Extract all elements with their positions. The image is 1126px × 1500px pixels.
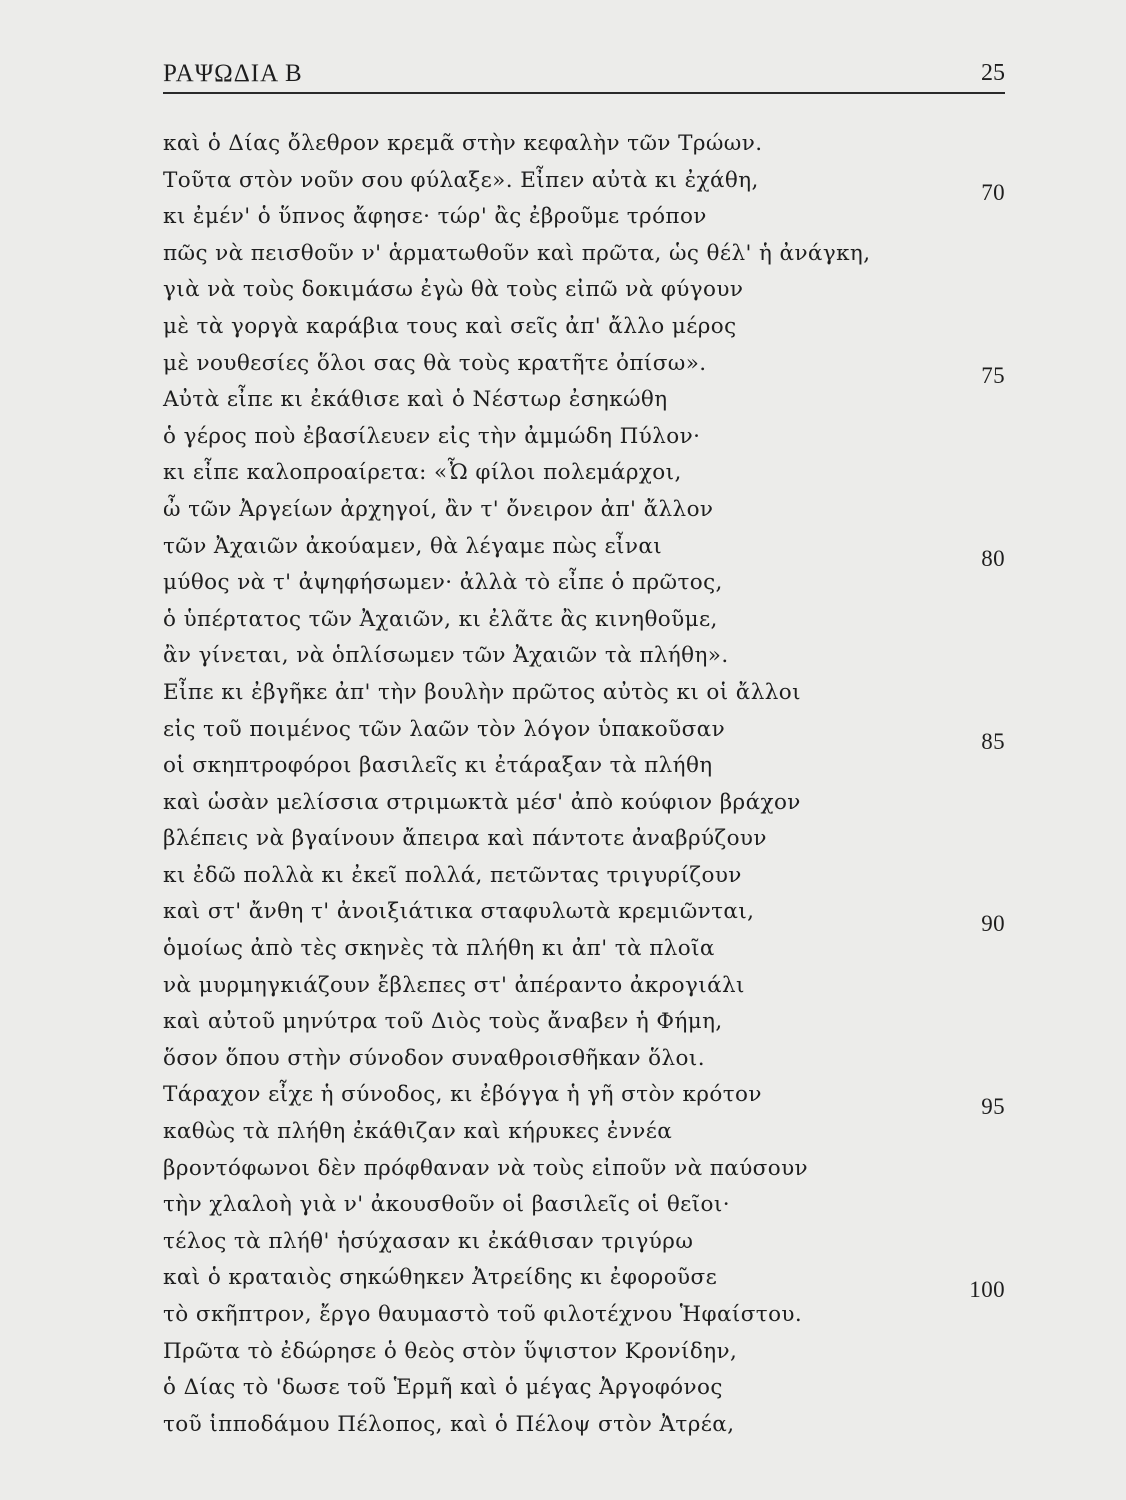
verse-line — [163, 785, 1005, 822]
line-number: 70 — [981, 179, 1005, 205]
verse-text: ὁ Δίας τὸ 'δωσε τοῦ Ἑρμῆ καὶ ὁ μέγας Ἀργοφόνος — [163, 1375, 723, 1401]
verse-text: Πρῶτα τὸ ἐδώρησε ὁ θεὸς στὸν ὕψιστον Κρονίδην, — [163, 1338, 738, 1364]
verse-text: καὶ στ' ἄνθη τ' ἀνοιξιάτικα σταφυλωτὰ κρεμιῶνται, — [163, 899, 755, 925]
line-number: 100 — [969, 1277, 1005, 1303]
verse-line — [163, 1260, 1005, 1303]
verse-line — [163, 968, 1005, 1005]
verse-line — [163, 1334, 1005, 1371]
verse-text: κι ἐμέν' ὁ ὕπνος ἄφησε· τώρ' ἂς ἐβροῦμε τρόπον — [163, 204, 707, 230]
verse-line — [163, 126, 1005, 163]
running-head — [163, 58, 1005, 94]
verse-text: βλέπεις νὰ βγαίνουν ἄπειρα καὶ πάντοτε ἀναβρύζουν — [163, 826, 767, 852]
page-number: 25 — [981, 60, 1005, 86]
verse-line — [163, 236, 1005, 273]
verse-line — [163, 1224, 1005, 1261]
line-number: 80 — [981, 545, 1005, 571]
verse-text: τὸ σκῆπτρον, ἔργο θαυμαστὸ τοῦ φιλοτέχνου Ἡφαίστου. — [163, 1302, 803, 1327]
verse-text: Τάραχον εἶχε ἡ σύνοδος, κι ἐβόγγα ἡ γῆ στὸν κρότον — [163, 1082, 762, 1108]
line-number: 85 — [981, 728, 1005, 754]
verse-text: καθὼς τὰ πλήθη ἐκάθιζαν καὶ κήρυκες ἐννέα — [163, 1119, 673, 1145]
verse-line — [163, 199, 1005, 236]
verse-text: ὁ ὑπέρτατος τῶν Ἀχαιῶν, κι ἐλᾶτε ἂς κινηθοῦμε, — [163, 606, 718, 632]
verse-line — [163, 931, 1005, 968]
verse-line — [163, 455, 1005, 492]
verse-text: ὁ γέρος ποὺ ἐβασίλευεν εἰς τὴν ἀμμώδη Πύλον· — [163, 423, 701, 449]
verse-text: νὰ μυρμηγκιάζουν ἔβλεπες στ' ἀπέραντο ἀκρογιάλι — [163, 972, 745, 998]
line-number: 95 — [981, 1094, 1005, 1120]
verse-line — [163, 1297, 1005, 1334]
verse-text: κι ἐδῶ πολλὰ κι ἐκεῖ πολλά, πετῶντας τριγυρίζουν — [163, 862, 742, 888]
verse-line — [163, 1187, 1005, 1224]
verse-text: τῶν Ἀχαιῶν ἀκούαμεν, θὰ λέγαμε πὼς εἶναι — [163, 533, 663, 559]
verse-text: πῶς νὰ πεισθοῦν ν' ἁρματωθοῦν καὶ πρῶτα, ὡς θέλ' ἡ ἀνάγκη, — [163, 240, 871, 266]
verse-text: οἱ σκηπτροφόροι βασιλεῖς κι ἐτάραξαν τὰ πλήθη — [163, 753, 713, 779]
line-number: 90 — [981, 911, 1005, 937]
verse-line — [163, 748, 1005, 785]
verse-line — [163, 1370, 1005, 1407]
verse-text: καὶ ὡσὰν μελίσσια στριμωκτὰ μέσ' ἀπὸ κούφιον βράχον — [163, 789, 801, 815]
verse-text: τέλος τὰ πλήθ' ἡσύχασαν κι ἐκάθισαν τριγύρω — [163, 1228, 694, 1254]
verse-text: βροντόφωνοι δὲν πρόφθαναν νὰ τοὺς εἰποῦν νὰ παύσουν — [163, 1155, 809, 1181]
verse-text: μύθος νὰ τ' ἀψηφήσωμεν· ἀλλὰ τὸ εἶπε ὁ πρῶτος, — [163, 570, 723, 596]
verse-line — [163, 858, 1005, 895]
verse-line — [163, 163, 1005, 205]
verse-line — [163, 272, 1005, 309]
verse-line — [163, 1114, 1005, 1151]
verse-line — [163, 821, 1005, 858]
verse-text: ἂν γίνεται, νὰ ὁπλίσωμεν τῶν Ἀχαιῶν τὰ πλήθη». — [163, 643, 729, 669]
verse-text: ὦ τῶν Ἀργείων ἀρχηγοί, ἂν τ' ὄνειρον ἀπ' ἄλλον — [163, 496, 714, 522]
verse-line — [163, 602, 1005, 639]
verse-line — [163, 638, 1005, 675]
verse-text: Εἶπε κι ἐβγῆκε ἀπ' τὴν βουλὴν πρῶτος αὐτὸς κι οἱ ἄλλοι — [163, 679, 801, 705]
verse-line — [163, 675, 1005, 712]
verse-line — [163, 382, 1005, 419]
verse-line — [163, 894, 1005, 937]
chapter-title: ΡΑΨΩΔΙΑ Β — [163, 60, 303, 87]
verse-text: Τοῦτα στὸν νοῦν σου φύλαξε». Εἶπεν αὐτὰ κι ἐχάθη, — [163, 167, 759, 193]
verse-line — [163, 1004, 1005, 1041]
verse-line — [163, 346, 1005, 388]
verse-line — [163, 492, 1005, 529]
verse-text: εἰς τοῦ ποιμένος τῶν λαῶν τὸν λόγον ὑπακοῦσαν — [163, 716, 726, 742]
verse-line — [163, 529, 1005, 571]
verse-text: ὁμοίως ἀπὸ τὲς σκηνὲς τὰ πλήθη κι ἀπ' τὰ πλοῖα — [163, 936, 715, 962]
verse-line — [163, 565, 1005, 602]
verse-text: τοῦ ἱπποδάμου Πέλοπος, καὶ ὁ Πέλοψ στὸν Ἀτρέα, — [163, 1411, 735, 1437]
verse-line — [163, 1151, 1005, 1188]
verse-text: μὲ τὰ γοργὰ καράβια τους καὶ σεῖς ἀπ' ἄλλο μέρος — [163, 313, 737, 339]
verse-block — [163, 126, 1005, 1443]
verse-text: μὲ νουθεσίες ὅλοι σας θὰ τοὺς κρατῆτε ὀπίσω». — [163, 350, 707, 376]
line-number: 75 — [981, 362, 1005, 388]
verse-line — [163, 1407, 1005, 1444]
verse-text: καὶ αὐτοῦ μηνύτρα τοῦ Διὸς τοὺς ἄναβεν ἡ Φήμη, — [163, 1009, 723, 1035]
verse-line — [163, 712, 1005, 754]
verse-text: τὴν χλαλοὴ γιὰ ν' ἀκουσθοῦν οἱ βασιλεῖς οἱ θεῖοι· — [163, 1192, 730, 1218]
verse-line — [163, 419, 1005, 456]
verse-line — [163, 1077, 1005, 1120]
verse-text: γιὰ νὰ τοὺς δοκιμάσω ἐγὼ θὰ τοὺς εἰπῶ νὰ φύγουν — [163, 277, 744, 303]
verse-text: Αὐτὰ εἶπε κι ἐκάθισε καὶ ὁ Νέστωρ ἐσηκώθη — [163, 387, 668, 413]
verse-line — [163, 309, 1005, 346]
verse-line — [163, 1041, 1005, 1078]
verse-text: ὅσον ὅπου στὴν σύνοδον συναθροισθῆκαν ὅλοι. — [163, 1045, 705, 1071]
verse-text: καὶ ὁ κραταιὸς σηκώθηκεν Ἀτρείδης κι ἐφοροῦσε — [163, 1265, 718, 1291]
verse-text: κι εἶπε καλοπροαίρετα: «Ὦ φίλοι πολεμάρχοι, — [163, 460, 682, 486]
verse-text: καὶ ὁ Δίας ὄλεθρον κρεμᾶ στὴν κεφαλὴν τῶν Τρώων. — [163, 131, 763, 156]
